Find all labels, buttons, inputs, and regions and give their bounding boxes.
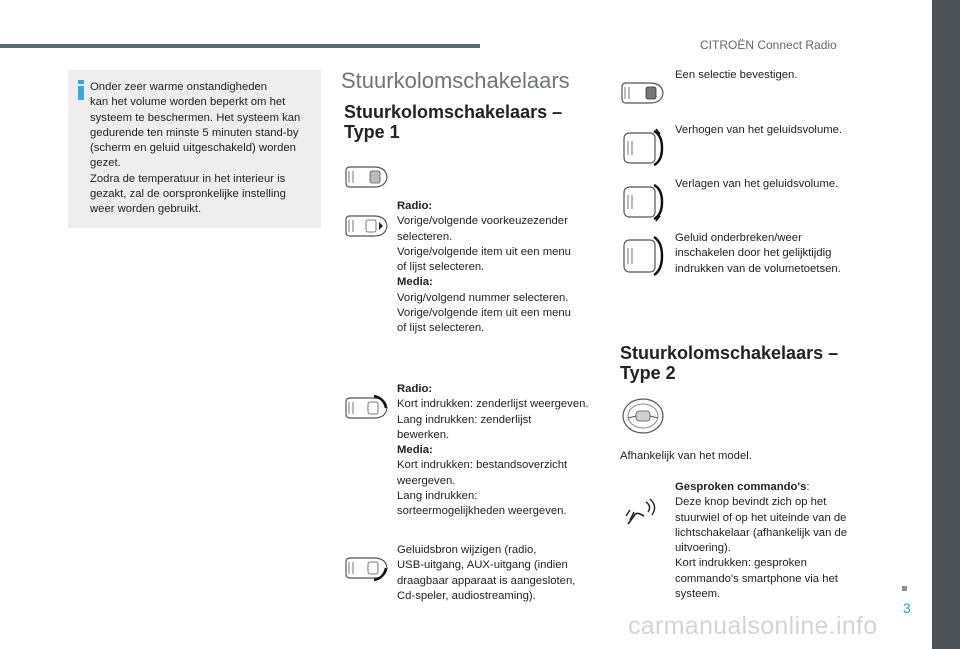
- steering-stalk-icon: [620, 79, 666, 107]
- info-icon: [78, 80, 84, 100]
- brand-header: CITROËN Connect Radio: [700, 38, 837, 52]
- type1-item2-text: Radio: Kort indrukken: zenderlijst weergeven. Lang indrukken: zenderlijst bewerken. Media: Kort indrukken: bestandsoverzicht weergeven. Lang indrukken: sorteermogelijkheden weergeven.: [397, 383, 589, 518]
- voice-command-text: Gesproken commando's: Deze knop bevindt zich op het stuurwiel of op het uiteinde van de lichtschakelaar (afhankelijk van de uitvoering). Kort indrukken: gesproken commando's smartphone via het systeem.: [675, 481, 848, 601]
- header-bar: [0, 44, 480, 48]
- volume-wheel-icon: [620, 127, 664, 169]
- steering-wheel-icon: [620, 396, 666, 436]
- volume-up-text: Verhogen van het geluidsvolume.: [675, 124, 843, 136]
- volume-down-text: Verlagen van het geluidsvolume.: [675, 178, 839, 190]
- info-text: Onder zeer warme onstandigheden kan het volume worden beperkt om het systeem te beschermen. Het systeem kan gedurende ten minste 5 minuten stand-by (scherm en geluid uitgeschakeld) worden gezet. Zodra de temperatuur in het interieur is gezakt, zal de oorspronkelijke instelling weer worden gebruikt.: [90, 81, 301, 216]
- page-number: 3: [903, 600, 911, 616]
- steering-stalk-icon: [344, 394, 390, 422]
- volume-wheel-icon: [620, 181, 664, 223]
- type1-item1-text: Radio: Vorige/volgende voorkeuzezender selecteren. Vorige/volgende item uit een menu of lijst selecteren. Media: Vorig/volgend nummer selecteren. Vorige/volgende item uit een menu of lijst selecteren.: [397, 200, 571, 335]
- type1-item3-text: Geluidsbron wijzigen (radio, USB-uitgang, AUX-uitgang (indien draagbaar apparaat is aangesloten, Cd-speler, audiostreaming).: [397, 544, 576, 602]
- type1-heading: Stuurkolomschakelaars – Type 1: [344, 102, 563, 142]
- voice-command-icon: [624, 496, 660, 526]
- page-marker: [902, 586, 907, 591]
- watermark: carmanualsonline.info: [628, 612, 878, 640]
- type2-heading: Stuurkolomschakelaars – Type 2: [620, 343, 839, 383]
- volume-wheel-icon: [620, 234, 664, 278]
- mute-text: Geluid onderbreken/weer inschakelen door het gelijktijdig indrukken van de volumetoetsen.: [675, 232, 841, 275]
- steering-stalk-icon: [344, 163, 390, 191]
- confirm-text: Een selectie bevestigen.: [675, 69, 798, 81]
- steering-stalk-icon: [344, 212, 390, 240]
- page-title: Stuurkolomschakelaars: [341, 68, 570, 93]
- side-band: [932, 0, 960, 649]
- steering-stalk-icon: [344, 554, 390, 582]
- model-note: Afhankelijk van het model.: [620, 450, 752, 462]
